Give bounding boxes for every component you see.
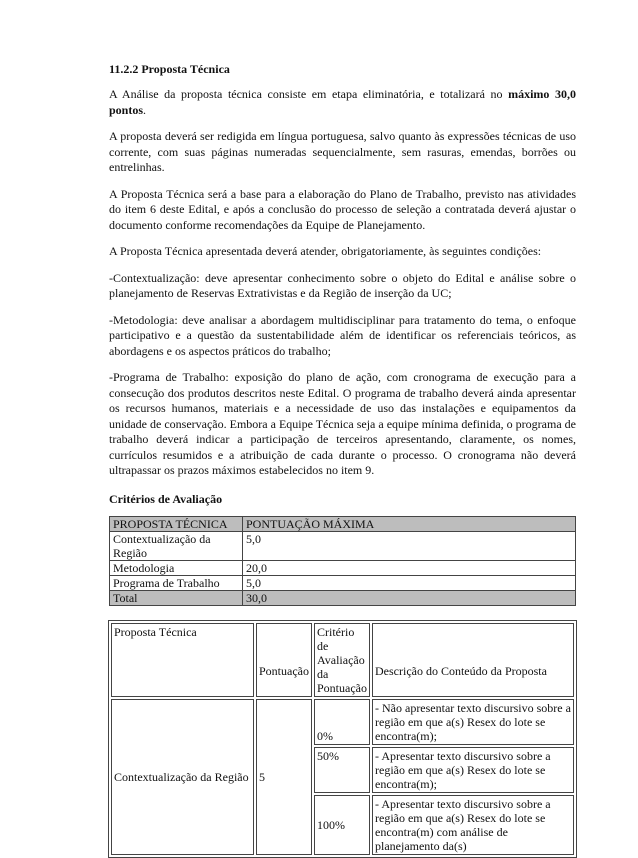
table-header-row	[110, 516, 576, 531]
table-header-cell: Pontuação	[256, 623, 312, 697]
table-header-cell: Proposta Técnica	[111, 623, 254, 697]
table-cell: - Apresentar texto discursivo sobre a região em que a(s) Resex do lote se encontra(m);	[372, 747, 574, 793]
table-row	[110, 531, 576, 560]
table-cell: - Não apresentar texto discursivo sobre a região em que a(s) Resex do lote se encontra(m);	[372, 699, 574, 745]
table-cell: 30,0	[243, 590, 576, 605]
table-header-cell: PROPOSTA TÉCNICA	[110, 516, 243, 531]
criteria-detail-table	[108, 620, 577, 858]
paragraph-conditions: A Proposta Técnica apresentada deverá atender, obrigatoriamente, às seguintes condições:	[109, 244, 542, 258]
table-cell: Contextualização da Região	[110, 531, 243, 560]
table-row	[110, 575, 576, 590]
table-cell: 0%	[314, 699, 370, 745]
paragraph-work-plan: A Proposta Técnica será a base para a elaboração do Plano de Trabalho, previsto nas atividades do item 6 deste Edital, e após a conclusão do processo de seleção a contratada deverá ajustar o documento conforme recomendações da Equipe de Planejamento.	[109, 186, 576, 232]
paragraph-work-program: -Programa de Trabalho: exposição do plano de ação, com cronograma de execução para a consecução dos produtos descritos neste Edital. O programa de trabalho deverá ainda apresentar os recursos humanos, materiais e a necessidade de uso das instalações e equipamentos da unidade de conservação. Embora a Equipe Técnica seja a equipe mínima definida, o programa de trabalho deverá indicar a participação de terceiros apresentando, claramente, os nomes, currículos resumidos e a atribuição de cada durante o processo. O cronograma não deverá ultrapassar os prazos máximos estabelecidos no item 9.	[109, 370, 576, 477]
table-cell: 20,0	[243, 560, 576, 575]
table-cell: Total	[110, 590, 243, 605]
section-title: 11.2.2 Proposta Técnica	[109, 62, 230, 76]
table-cell: 50%	[314, 747, 370, 793]
table-header-cell: Critério de Avaliação da Pontuação	[314, 623, 370, 697]
paragraph-analysis	[109, 87, 576, 118]
table-header-row	[111, 623, 574, 697]
table-header-cell: PONTUAÇÃO MÁXIMA	[243, 516, 576, 531]
table-cell: Programa de Trabalho	[110, 575, 243, 590]
table-header-cell: Descrição do Conteúdo da Proposta	[372, 623, 574, 697]
paragraph-analysis-end: .	[143, 102, 147, 117]
table-cell: 100%	[314, 795, 370, 855]
table-cell: 5	[256, 699, 312, 855]
table-total-row	[110, 590, 576, 605]
table-cell: 5,0	[243, 531, 576, 560]
document-body	[109, 62, 576, 858]
table-cell: Contextualização da Região	[111, 699, 254, 855]
paragraph-analysis-text: A Análise da proposta técnica consiste em etapa eliminatória, e totalizará no	[109, 87, 509, 101]
table-row	[110, 560, 576, 575]
max-points-bold: máximo 30,0 pontos	[109, 87, 576, 117]
table-cell: Metodologia	[110, 560, 243, 575]
table-cell: 5,0	[243, 575, 576, 590]
table-row	[111, 699, 574, 745]
table-cell: - Apresentar texto discursivo sobre a região em que a(s) Resex do lote se encontra(m) com análise de planejamento da(s)	[372, 795, 574, 855]
paragraph-contextualization: -Contextualização: deve apresentar conhecimento sobre o objeto do Edital e análise sobre o planejamento de Reservas Extrativistas e da Região de inserção da UC;	[109, 270, 576, 300]
paragraph-methodology: -Metodologia: deve analisar a abordagem multidisciplinar para tratamento do tema, o enfoque participativo e a questão da sustentabilidade além de identificar os referenciais teóricos, as abordagens e os aspectos práticos do trabalho;	[109, 312, 576, 358]
criteria-title: Critérios de Avaliação	[109, 491, 223, 506]
scores-summary-table	[109, 516, 576, 606]
paragraph-language: A proposta deverá ser redigida em língua portuguesa, salvo quanto às expressões técnicas de uso corrente, com suas páginas numeradas sequencialmente, sem rasuras, emendas, borrões ou entrelinhas.	[109, 129, 576, 174]
